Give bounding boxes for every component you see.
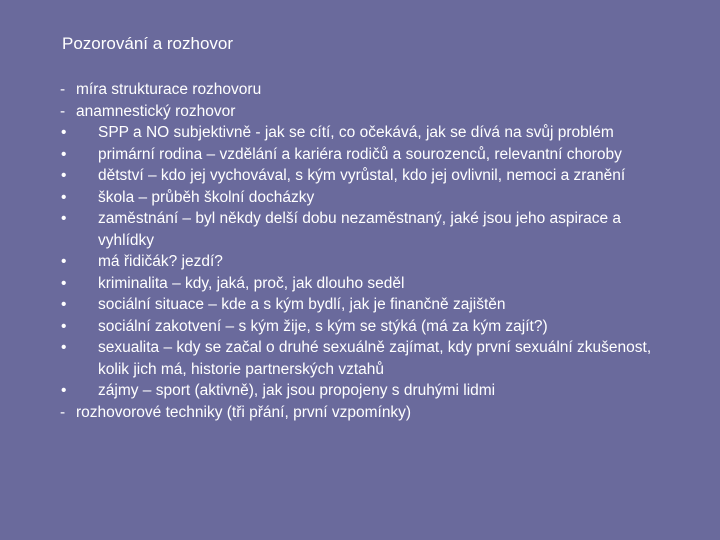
item-text: míra strukturace rozhovoru bbox=[76, 81, 262, 98]
item-text: primární rodina – vzdělání a kariéra rodičů a sourozenců, relevantní choroby bbox=[98, 145, 622, 163]
item-text: má řidičák? jezdí? bbox=[98, 253, 223, 270]
bullet-marker: • bbox=[61, 253, 67, 270]
item-text: kriminalita – kdy, jaká, proč, jak dlouho seděl bbox=[98, 274, 405, 292]
list-item bbox=[60, 273, 660, 295]
item-text: sociální zakotvení – s kým žije, s kým se stýká (má za kým zajít?) bbox=[98, 317, 548, 335]
bullet-marker: • bbox=[61, 339, 67, 356]
item-text: zájmy – sport (aktivně), jak jsou propojeny s druhými lidmi bbox=[98, 382, 496, 399]
item-text: rozhovorové techniky (tři přání, první vzpomínky) bbox=[76, 403, 412, 421]
bullet-marker: • bbox=[61, 382, 67, 399]
bullet-marker: • bbox=[61, 317, 67, 335]
bullet-marker: • bbox=[61, 167, 67, 184]
bullet-marker: • bbox=[61, 274, 67, 292]
bullet-marker: • bbox=[61, 296, 67, 313]
list-item bbox=[60, 380, 660, 402]
item-text: sexualita – kdy se začal o druhé sexuálně zajímat, kdy první sexuální zkušenost, kolik jich má, historie partnerských vztahů bbox=[98, 339, 652, 378]
list-item bbox=[60, 208, 660, 251]
item-text: SPP a NO subjektivně - jak se cítí, co očekává, jak se dívá na svůj problém bbox=[98, 124, 614, 141]
dash-marker: - bbox=[60, 403, 66, 421]
bullet-marker: • bbox=[61, 124, 67, 141]
bullet-marker: • bbox=[61, 145, 67, 163]
list-item bbox=[60, 144, 660, 166]
list-item bbox=[60, 316, 660, 338]
list-item bbox=[60, 165, 660, 187]
list-item bbox=[60, 251, 660, 273]
item-text: zaměstnání – byl někdy delší dobu nezaměstnaný, jaké jsou jeho aspirace a vyhlídky bbox=[98, 210, 622, 249]
item-text: anamnestický rozhovor bbox=[76, 102, 236, 120]
list-item bbox=[60, 402, 660, 424]
item-text: sociální situace – kde a s kým bydlí, jak je finančně zajištěn bbox=[98, 296, 506, 313]
item-text: škola – průběh školní docházky bbox=[98, 188, 315, 206]
bullet-marker: • bbox=[61, 188, 67, 206]
list-item bbox=[60, 101, 660, 123]
bullet-marker: • bbox=[61, 210, 67, 227]
list-item bbox=[60, 122, 660, 144]
slide-content bbox=[60, 79, 660, 423]
item-text: dětství – kdo jej vychovával, s kým vyrůstal, kdo jej ovlivnil, nemoci a zranění bbox=[98, 167, 626, 184]
dash-marker: - bbox=[60, 102, 66, 120]
list-item bbox=[60, 294, 660, 316]
slide-title: Pozorování a rozhovor bbox=[62, 34, 234, 53]
list-item bbox=[60, 79, 660, 101]
list-item bbox=[60, 187, 660, 209]
dash-marker: - bbox=[60, 81, 66, 98]
list-item bbox=[60, 337, 660, 380]
